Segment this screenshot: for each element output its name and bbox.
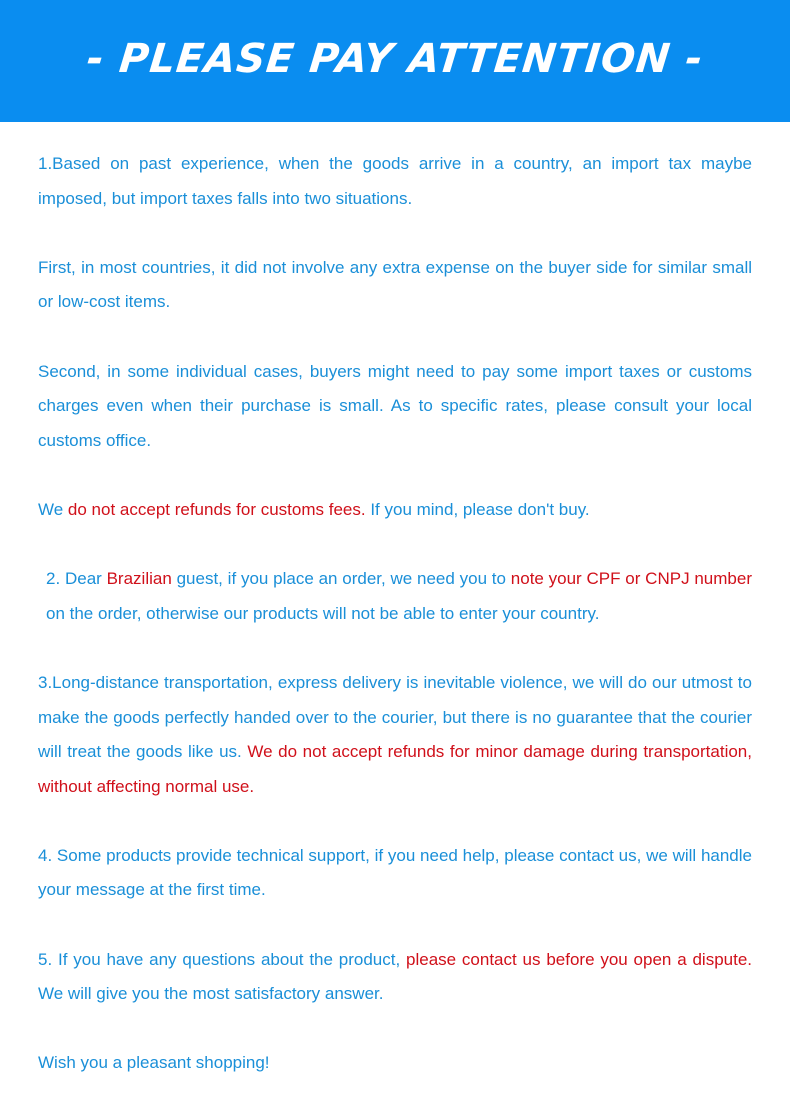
notice-paragraph-first-situation: First, in most countries, it did not involve any extra expense on the buyer side for similar small or low-cost items. [38,257,752,312]
brazil-tail: on the order, otherwise our products will not be able to enter your country. [46,603,600,623]
banner-title: - PLEASE PAY ATTENTION - [84,36,706,82]
notice-paragraph-dispute [38,943,752,1012]
customs-fees-lead: We [38,499,68,519]
header-banner [0,0,790,122]
notice-body [38,147,752,1116]
notice-paragraph-import-tax: 1.Based on past experience, when the goods arrive in a country, an import tax maybe imposed, but import taxes falls into two situations. [38,154,752,208]
notice-paragraph-brazil [38,562,752,631]
customs-fees-warning: do not accept refunds for customs fees. [67,499,366,519]
transport-lead: 3.Long-distance transportation, express delivery is inevitable violence, we will do our utmost to make the goods perfectly handed over to the courier, but there is no guarantee that the courier will treat the goods like us. [38,672,752,762]
customs-fees-tail: If you mind, please don't buy. [365,499,590,519]
brazil-mid: guest, if you place an order, we need you to [171,569,511,589]
notice-paragraph-second-situation: Second, in some individual cases, buyers might need to pay some import taxes or customs charges even when their purchase is small. As to specific rates, please consult your local customs office. [38,361,752,450]
dispute-warning: please contact us before you open a dispute. [406,949,752,969]
notice-paragraph-customs-fees [38,493,752,528]
notice-paragraph-transport [38,666,752,804]
brazil-lead: 2. Dear [46,569,107,589]
brazil-highlight: Brazilian [106,569,172,589]
transport-warning: We do not accept refunds for minor damage during transportation, without affecting normal use. [38,742,752,796]
cpf-cnpj-highlight: note your CPF or CNPJ number [510,569,752,589]
notice-paragraph-support: 4. Some products provide technical support, if you need help, please contact us, we will handle your message at the first time. [38,845,752,900]
notice-paragraph-closing: Wish you a pleasant shopping! [38,1053,270,1073]
dispute-tail: We will give you the most satisfactory answer. [38,984,384,1004]
dispute-lead: 5. If you have any questions about the product, [38,949,407,969]
